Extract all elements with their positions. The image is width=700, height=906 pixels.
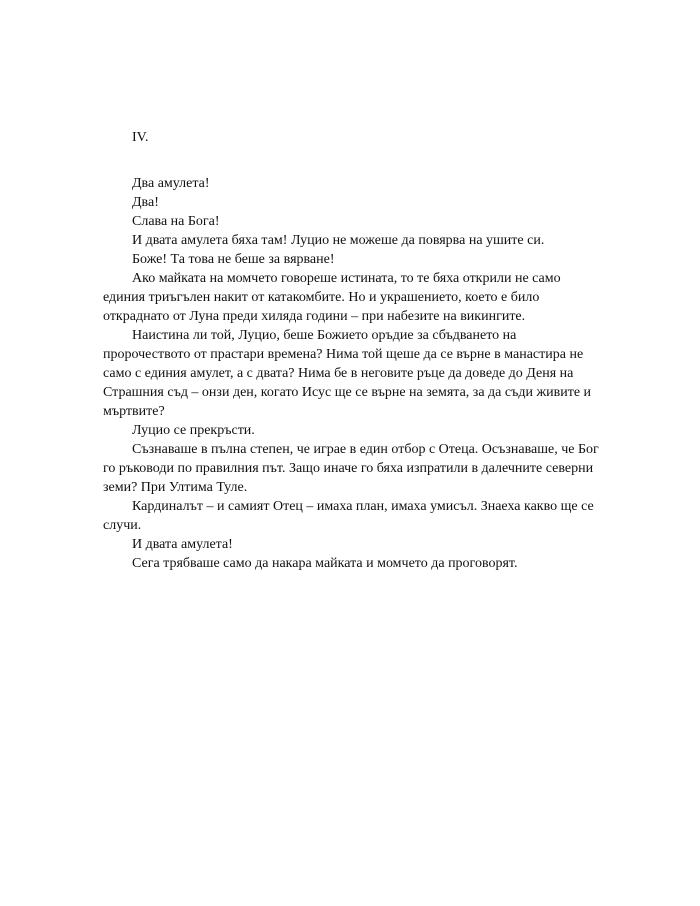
text-line: Съзнаваше в пълна степен, че играе в един отбор с Отеца. Осъзнаваше, че Бог <box>132 442 599 457</box>
text-line: Страшния съд – онзи ден, когато Исус ще се върне на земята, за да съди живите и <box>103 385 592 400</box>
text-line: пророчеството от прастари времена? Нима той щеше да се върне в манастира не <box>103 347 584 362</box>
text-line: Два! <box>132 195 159 210</box>
chapter-body <box>103 174 599 573</box>
text-line: откраднато от Луна преди хиляда години – при набезите на викингите. <box>103 309 526 324</box>
text-line: го ръководи по правилния път. Защо иначе го бяха изпратили в далечните северни <box>103 461 594 476</box>
text-line: Слава на Бога! <box>132 214 220 229</box>
text-line: Луцио се прекръсти. <box>132 423 255 438</box>
text-line: единия триъгълен накит от катакомбите. Но и украшението, което е било <box>103 290 540 305</box>
text-line: И двата амулета! <box>132 537 233 552</box>
text-line: случи. <box>103 518 142 533</box>
text-line: Кардиналът – и самият Отец – имаха план, имаха умисъл. Знаеха какво ще се <box>132 499 594 514</box>
text-line: Два амулета! <box>132 176 210 191</box>
text-line: мъртвите? <box>103 404 165 419</box>
text-line: Ако майката на момчето говореше истината, то те бяха открили не само <box>132 271 561 286</box>
chapter-heading: IV. <box>132 130 149 145</box>
text-line: Наистина ли той, Луцио, беше Божието оръдие за сбъдването на <box>132 328 517 343</box>
text-line: Боже! Та това не беше за вярване! <box>132 252 335 267</box>
text-line: Сега трябваше само да накара майката и момчето да проговорят. <box>132 556 518 571</box>
text-line: земи? При Ултима Туле. <box>103 480 248 495</box>
text-line: само с единия амулет, а с двата? Нима бе в неговите ръце да доведе до Деня на <box>103 366 574 381</box>
text-line: И двата амулета бяха там! Луцио не можеше да повярва на ушите си. <box>132 233 545 248</box>
